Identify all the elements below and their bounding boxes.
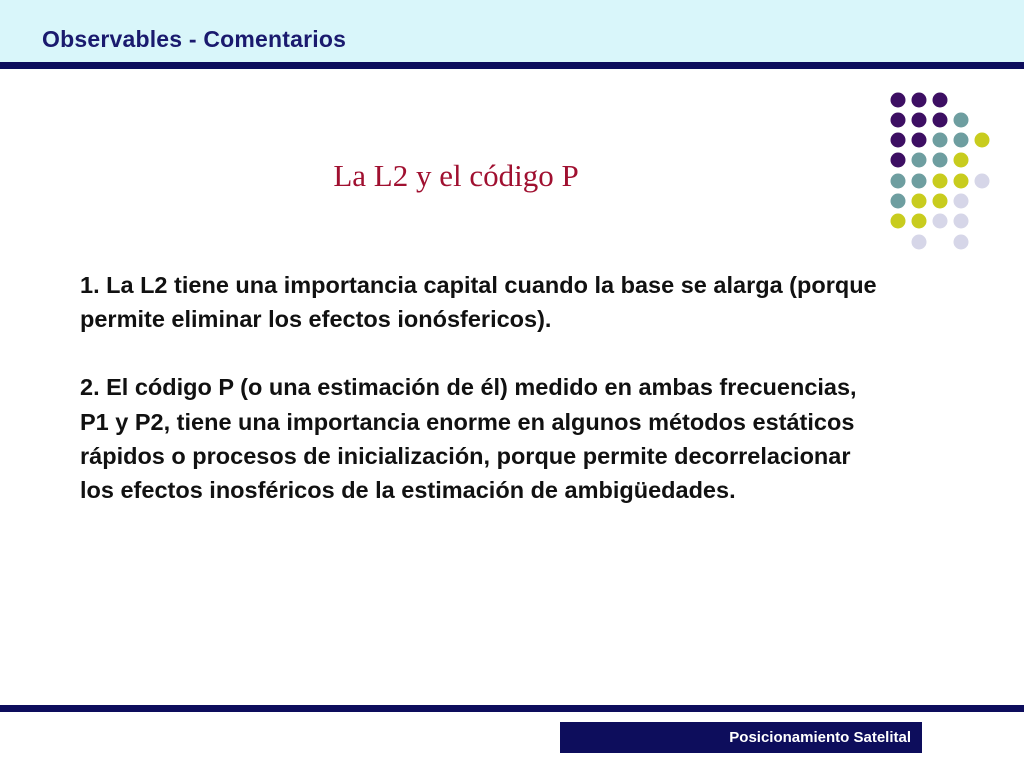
deco-dot: [954, 153, 969, 168]
deco-dot: [891, 194, 906, 209]
deco-dot: [933, 174, 948, 189]
deco-dot: [933, 214, 948, 229]
deco-dot: [954, 133, 969, 148]
deco-dot: [975, 133, 990, 148]
deco-dot: [933, 133, 948, 148]
deco-dot: [933, 93, 948, 108]
header-divider: [0, 62, 1024, 69]
deco-dot: [891, 214, 906, 229]
footer-divider: [0, 705, 1024, 712]
deco-dot: [975, 174, 990, 189]
deco-dot: [891, 93, 906, 108]
deco-dot: [912, 133, 927, 148]
deco-dot: [912, 153, 927, 168]
footer-label: Posicionamiento Satelital: [560, 722, 922, 753]
deco-dot: [912, 235, 927, 250]
paragraph-1: 1. La L2 tiene una importancia capital cuando la base se alarga (porque permite eliminar los efectos ionósfericos).: [80, 272, 877, 333]
paragraph-2: 2. El código P (o una estimación de él) medido en ambas frecuencias, P1 y P2, tiene una importancia enorme en algunos métodos estáticos rápidos o procesos de inicialización, porque permite decorrelacionar los efectos inosféricos de la estimación de ambigüedades.: [80, 374, 857, 504]
deco-dot: [891, 133, 906, 148]
slide-body: [80, 268, 880, 507]
deco-dot: [954, 235, 969, 250]
deco-dot: [912, 113, 927, 128]
deco-dot: [933, 194, 948, 209]
deco-dot: [891, 113, 906, 128]
deco-dot: [912, 93, 927, 108]
header-title: Observables - Comentarios: [42, 26, 347, 52]
slide-title: La L2 y el código P: [333, 158, 579, 193]
deco-dot: [933, 153, 948, 168]
deco-dot: [954, 214, 969, 229]
deco-dot: [954, 174, 969, 189]
deco-dot: [954, 194, 969, 209]
deco-dot: [912, 174, 927, 189]
deco-dot: [933, 113, 948, 128]
deco-dot: [912, 194, 927, 209]
deco-dot: [954, 113, 969, 128]
deco-dot: [912, 214, 927, 229]
